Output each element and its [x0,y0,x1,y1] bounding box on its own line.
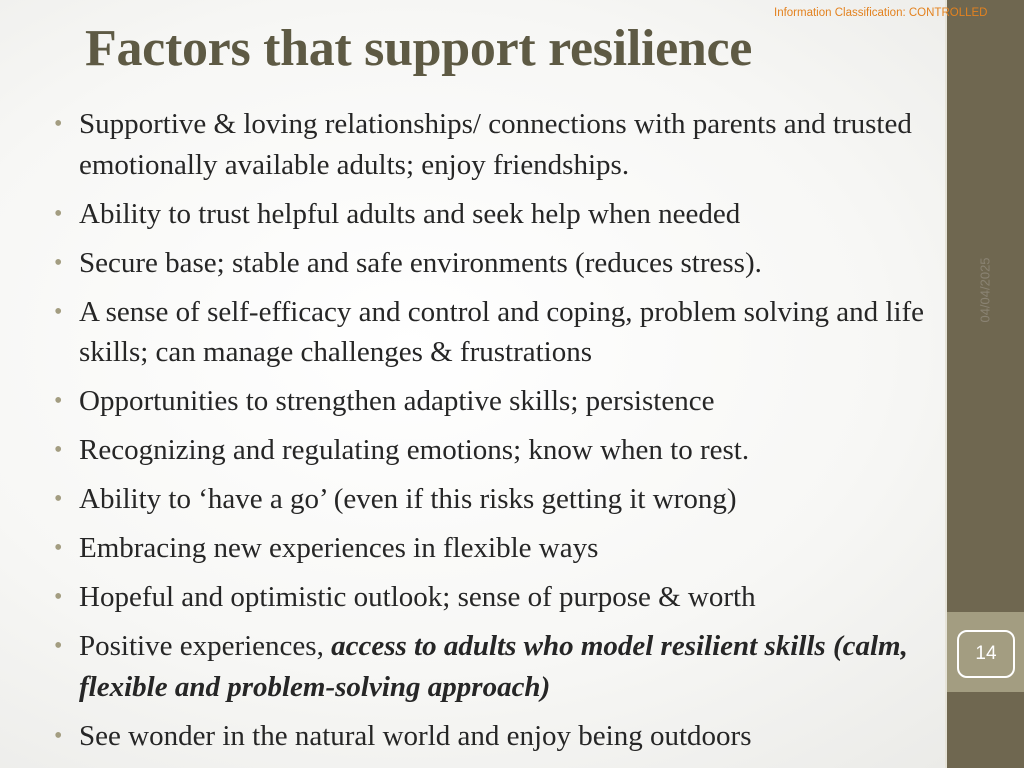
bullet-item [54,243,934,284]
bullet-text: A sense of self-efficacy and control and coping, problem solving and life skills; can manage challenges & frustrations [79,295,925,368]
bullet-text: Positive experiences, [79,630,332,662]
page-number-frame [957,630,1015,678]
bullet-item [54,577,934,618]
slide-date: 04/04/2025 [977,257,993,323]
bullet-emphasis: access to adults who model resilient skills (calm, flexible and problem-solving approach) [79,630,908,703]
classification-label: Information Classification: CONTROLLED [774,7,988,19]
bullet-icon: • [54,437,63,463]
bullet-icon: • [54,535,63,561]
bullet-icon: • [54,584,63,610]
bullet-icon: • [54,111,63,137]
bullet-item [54,292,934,373]
bullet-text: Secure base; stable and safe environments (reduces stress). [79,246,762,279]
bullet-icon: • [54,722,63,749]
bullet-icon: • [54,298,63,325]
bullet-text: See wonder in the natural world and enjoy being outdoors [79,719,752,752]
bullet-text: Recognizing and regulating emotions; know when to rest. [79,434,750,466]
page-number: 14 [972,643,999,665]
bullet-icon: • [54,200,63,227]
bullet-icon: • [54,249,63,276]
bullet-text: Embracing new experiences in flexible ways [79,532,599,564]
bullet-item [54,479,934,520]
bullet-icon: • [54,486,63,512]
bullet-item [54,104,934,185]
slide-title: Factors that support resilience [85,20,753,77]
bullet-list [54,104,934,765]
bullet-item [54,626,934,707]
bullet-text: Ability to trust helpful adults and seek help when needed [79,197,741,230]
bullet-icon: • [54,388,63,414]
bullet-item [54,716,934,757]
bullet-item [54,430,934,471]
bullet-icon: • [54,633,63,659]
bullet-item [54,194,934,235]
bullet-text: Supportive & loving relationships/ connections with parents and trusted emotionally available adults; enjoy friendships. [79,108,912,181]
bullet-text: Ability to ‘have a go’ (even if this risks getting it wrong) [79,483,737,515]
bullet-text: Opportunities to strengthen adaptive skills; persistence [79,385,715,417]
bullet-item [54,528,934,569]
bullet-text: Hopeful and optimistic outlook; sense of purpose & worth [79,581,756,613]
bullet-item [54,381,934,422]
